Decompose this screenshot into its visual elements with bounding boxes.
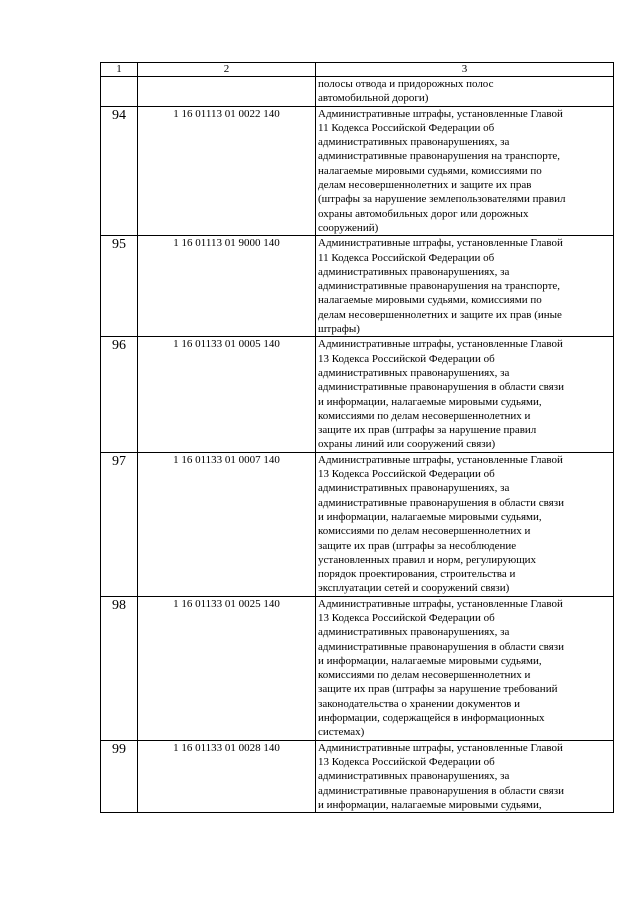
description-line: Административные штрафы, установленные Главой [318,237,563,250]
description-line: 13 Кодекса Российской Федерации об [318,468,495,481]
description-line: Административные штрафы, установленные Главой [318,338,563,351]
description-line: административных правонарушениях, за [318,482,510,495]
description-line: административные правонарушения в области связи [318,496,564,509]
row-number: 94 [101,106,138,236]
description-line: 13 Кодекса Российской Федерации об [318,611,495,624]
budget-classification-code: 1 16 01133 01 0025 140 [138,596,316,740]
description-line: информации, содержащейся в информационных [318,712,545,725]
description-line: (штрафы за нарушение землепользователями правил [318,193,566,206]
table-row [101,106,614,236]
description-line: охраны линий или сооружений связи) [318,438,496,451]
description-line: системах) [318,726,365,739]
column-number-row [101,63,614,77]
description-line: комиссиями по делам несовершеннолетних и [318,409,531,422]
description-line: и информации, налагаемые мировыми судьями, [318,654,542,667]
description-line: административные правонарушения в области связи [318,381,564,394]
description-line: порядок проектирования, строительства и [318,568,516,581]
budget-classification-code: 1 16 01133 01 0007 140 [138,452,316,596]
description-line: административные правонарушения на транспорте, [318,280,561,293]
description-line: комиссиями по делам несовершеннолетних и [318,525,531,538]
description-line: установленных правил и норм, регулирующих [318,553,537,566]
income-description [316,740,614,812]
budget-classification-code: 1 16 01133 01 0028 140 [138,740,316,812]
row-number: 99 [101,740,138,812]
table-row [101,596,614,740]
row-number: 97 [101,452,138,596]
row-number [101,77,138,107]
description-line: Административные штрафы, установленные Главой [318,741,563,754]
income-description [316,106,614,236]
budget-classification-code: 1 16 01133 01 0005 140 [138,337,316,452]
income-description [316,77,614,107]
income-description [316,337,614,452]
description-line: Административные штрафы, установленные Главой [318,597,563,610]
description-line: штрафы) [318,323,360,336]
income-description [316,452,614,596]
description-line: Административные штрафы, установленные Главой [318,107,563,120]
description-line: административных правонарушениях, за [318,366,510,379]
description-line: делам несовершеннолетних и защите их прав [318,179,532,192]
table-row [101,452,614,596]
budget-classification-code: 1 16 01113 01 9000 140 [138,236,316,337]
description-line: административных правонарушениях, за [318,626,510,639]
income-description [316,596,614,740]
description-line: административные правонарушения в области связи [318,784,564,797]
continuation-row [101,77,614,107]
description-line: эксплуатации сетей и сооружений связи) [318,582,510,595]
description-line: комиссиями по делам несовершеннолетних и [318,669,531,682]
column-number-2: 2 [138,63,316,77]
description-line: административные правонарушения в области связи [318,640,564,653]
description-line: административных правонарушениях, за [318,136,510,149]
description-line: защите их прав (штрафы за несоблюдение [318,539,517,552]
description-line: автомобильной дороги) [318,92,429,105]
description-line: Административные штрафы, установленные Главой [318,453,563,466]
row-number: 95 [101,236,138,337]
description-line: законодательства о хранении документов и [318,697,521,710]
table-row [101,236,614,337]
description-line: защите их прав (штрафы за нарушение правил [318,424,537,437]
description-line: защите их прав (штрафы за нарушение требований [318,683,558,696]
description-line: налагаемые мировыми судьями, комиссиями по [318,294,542,307]
row-number: 96 [101,337,138,452]
description-line: налагаемые мировыми судьями, комиссиями по [318,164,542,177]
table-row [101,337,614,452]
description-line: 11 Кодекса Российской Федерации об [318,251,495,264]
description-line: 13 Кодекса Российской Федерации об [318,352,495,365]
description-line: административных правонарушениях, за [318,770,510,783]
column-number-3: 3 [316,63,614,77]
budget-classification-code [138,77,316,107]
budget-classification-code: 1 16 01113 01 0022 140 [138,106,316,236]
description-line: и информации, налагаемые мировыми судьями, [318,798,542,811]
table-row [101,740,614,812]
description-line: 11 Кодекса Российской Федерации об [318,121,495,134]
row-number: 98 [101,596,138,740]
description-line: сооружений) [318,221,379,234]
description-line: и информации, налагаемые мировыми судьями, [318,510,542,523]
column-number-1: 1 [101,63,138,77]
description-line: полосы отвода и придорожных полос [318,78,494,90]
description-line: административные правонарушения на транспорте, [318,150,561,163]
description-line: 13 Кодекса Российской Федерации об [318,755,495,768]
description-line: и информации, налагаемые мировыми судьями, [318,395,542,408]
kbk-table [100,62,614,813]
description-line: делам несовершеннолетних и защите их прав (иные [318,308,562,321]
income-description [316,236,614,337]
description-line: административных правонарушениях, за [318,265,510,278]
description-line: охраны автомобильных дорог или дорожных [318,207,529,220]
